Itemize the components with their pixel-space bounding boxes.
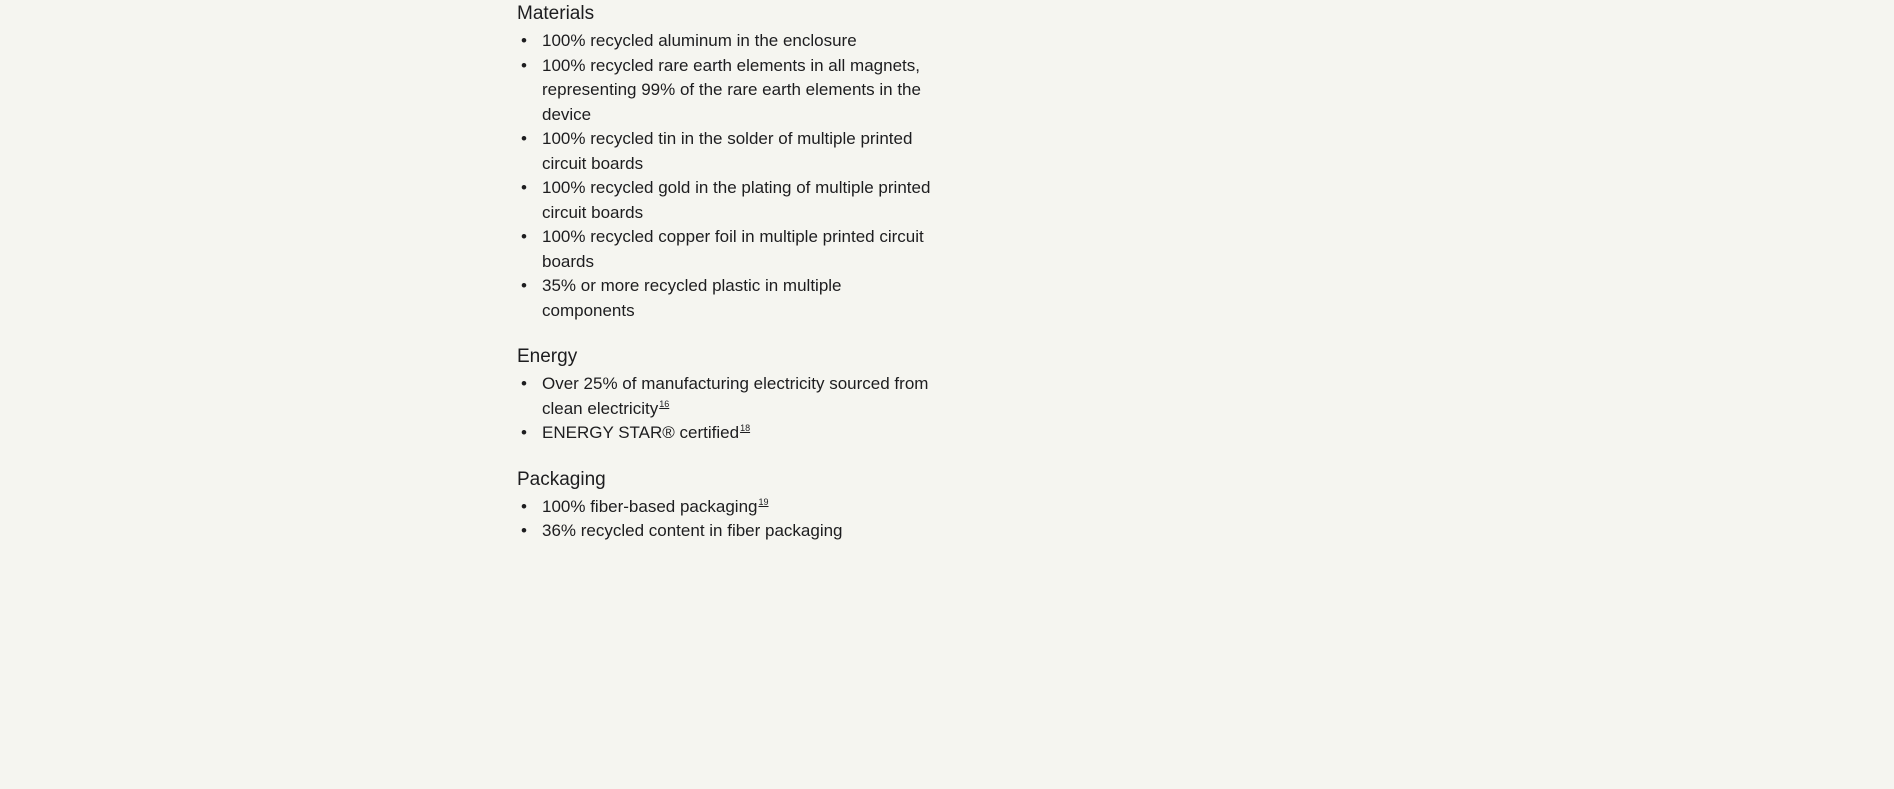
packaging-section [517, 468, 937, 544]
list-item [517, 176, 937, 225]
list-item [517, 274, 937, 323]
list-item [517, 127, 937, 176]
energy-list [517, 372, 937, 446]
bullet-icon: • [521, 129, 527, 148]
energy-heading: Energy [517, 346, 578, 367]
footnote-link[interactable]: 16 [659, 398, 670, 409]
list-item-text: Over 25% of manufacturing electricity sourced from clean electricity [542, 374, 929, 418]
bullet-icon: • [521, 521, 527, 540]
list-item [517, 372, 937, 421]
list-item-text: 100% recycled gold in the plating of multiple printed circuit boards [542, 178, 931, 222]
list-item-text: 100% recycled aluminum in the enclosure [542, 31, 857, 50]
list-item-text: 100% recycled rare earth elements in all magnets, representing 99% of the rare earth elements in the device [542, 55, 921, 124]
packaging-heading: Packaging [517, 468, 606, 490]
bullet-icon: • [521, 31, 527, 50]
footnote-link[interactable]: 18 [740, 423, 751, 433]
list-item [517, 29, 937, 54]
list-item [517, 421, 937, 446]
list-item-text: 36% recycled content in fiber packaging [542, 521, 843, 540]
list-item [517, 54, 937, 128]
list-item-text: 100% recycled tin in the solder of multiple printed circuit boards [542, 129, 913, 173]
list-item-text: ENERGY STAR® certified [542, 423, 740, 442]
bullet-icon: • [521, 423, 527, 442]
energy-section [517, 345, 937, 446]
list-item-text: 100% recycled copper foil in multiple printed circuit boards [542, 227, 924, 271]
bullet-icon: • [521, 55, 527, 75]
bullet-icon: • [521, 496, 527, 516]
packaging-list [517, 495, 937, 544]
environment-details [517, 0, 937, 566]
list-item-text: 100% fiber-based packaging [542, 496, 758, 516]
materials-heading: Materials [517, 3, 595, 24]
list-item [517, 519, 937, 544]
bullet-icon: • [521, 276, 527, 295]
materials-list [517, 29, 937, 323]
list-item-text: 35% or more recycled plastic in multiple components [542, 276, 842, 320]
bullet-icon: • [521, 227, 527, 246]
list-item [517, 225, 937, 274]
bullet-icon: • [521, 178, 527, 197]
materials-section [517, 2, 937, 323]
bullet-icon: • [521, 374, 527, 393]
list-item [517, 495, 937, 520]
footnote-link[interactable]: 19 [758, 496, 769, 507]
